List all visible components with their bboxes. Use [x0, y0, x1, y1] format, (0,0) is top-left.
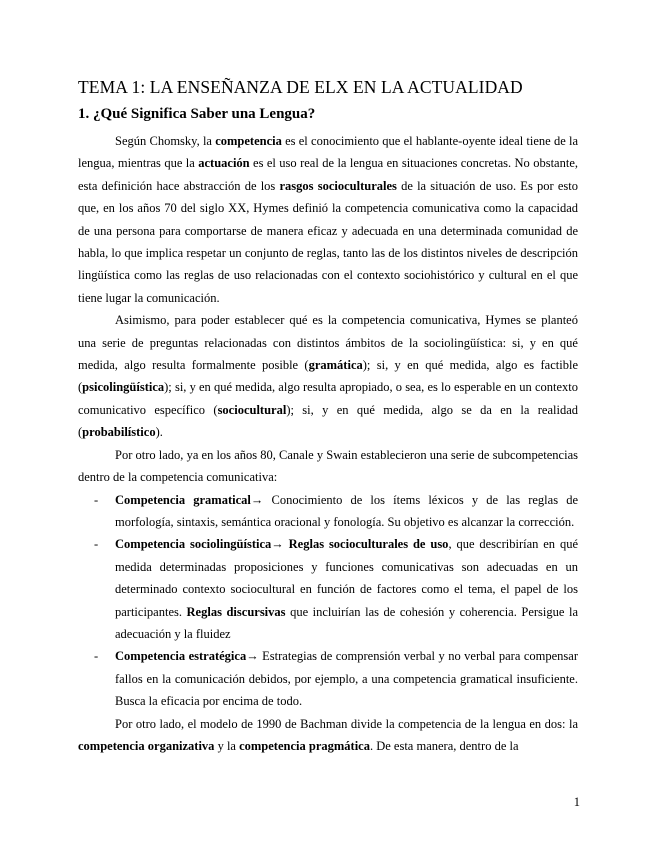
list-item-estrategica: - Competencia estratégica→ Estrategias de comprensión verbal y no verbal para compensar fallos en la comunicación debidos, por ejemplo, a una competencia gramatical insuficiente. Busca la eficacia por encima de todo. [78, 645, 578, 712]
paragraph-1: Según Chomsky, la competencia es el conocimiento que el hablante-oyente ideal tiene de la lengua, mientras que la actuación es el uso real de la lengua en situaciones concretas. No obstante, esta definición hace abstracción de los rasgos socioculturales de la situación de uso. Es por esto que, en los años 70 del siglo XX, Hymes definió la competencia comunicativa como la capacidad de una persona para comportarse de manera eficaz y adecuada en una determinada comunidad de habla, lo que implica respetar un conjunto de reglas, tanto las de los distintos niveles de descripción lingüística como las reglas de uso relacionadas con el contexto sociohistórico y cultural en el que tiene lugar la comunicación. [78, 134, 579, 305]
term-probabilistico: probabilístico [82, 425, 156, 440]
section-heading: 1. ¿Qué Significa Saber una Lengua? [78, 106, 316, 122]
term-actuacion: actuación [198, 156, 250, 171]
document-body [78, 130, 578, 757]
term-competencia: competencia [215, 134, 282, 148]
list-item-gramatical: - Competencia gramatical→ Conocimiento de los ítems léxicos y de las reglas de morfología, sintaxis, semántica oracional y fonología. Su objetivo es alcanzar la corrección. [78, 489, 578, 534]
list-bullet: - [94, 649, 99, 664]
term-sociocultural: sociocultural [217, 402, 287, 417]
term-competencia-organizativa: competencia organizativa [78, 738, 215, 753]
term-rasgos-socioculturales: rasgos socioculturales [279, 178, 397, 193]
document-title: TEMA 1: LA ENSEÑANZA DE ELX EN LA ACTUALIDAD [78, 77, 523, 97]
list-bullet: - [94, 492, 99, 507]
subcompetencias-list [78, 489, 578, 713]
term-competencia-pragmatica: competencia pragmática [239, 738, 370, 753]
paragraph-4: Por otro lado, el modelo de 1990 de Bachman divide la competencia de la lengua en dos: la competencia organizativa y la competencia pragmática. De esta manera, dentro de la [78, 716, 578, 753]
term-gramatica: gramática [308, 358, 363, 373]
list-item-sociolinguistica: - Competencia sociolingüística→ Reglas socioculturales de uso, que describirían en qué medida determinadas proposiciones y funciones comunicativas son adecuadas en un determinado contexto sociocultural en función de factores como el tema, el papel de los participantes. Reglas discursivas que incluirían las de cohesión y coherencia. Persigue la adecuación y la fluidez [78, 533, 578, 645]
term-psicolinguistica: psicolingüística [82, 380, 165, 395]
paragraph-2: Asimismo, para poder establecer qué es la competencia comunicativa, Hymes se planteó una serie de preguntas relacionadas con distintos ámbitos de la sociolingüística: si, y en qué medida, algo resulta formalmente posible (gramática); si, y en qué medida, algo es factible (psicolingüística); si, y en qué medida, algo resulta apropiado, o sea, es lo esperable en un contexto comunicativo específico (sociocultural); si, y en qué medida, algo se da en la realidad (probabilístico). [78, 313, 578, 440]
page-number: 1 [573, 795, 580, 809]
list-bullet: - [94, 537, 99, 552]
paragraph-3: Por otro lado, ya en los años 80, Canale y Swain establecieron una serie de subcompetencias dentro de la competencia comunicativa: [78, 447, 578, 485]
